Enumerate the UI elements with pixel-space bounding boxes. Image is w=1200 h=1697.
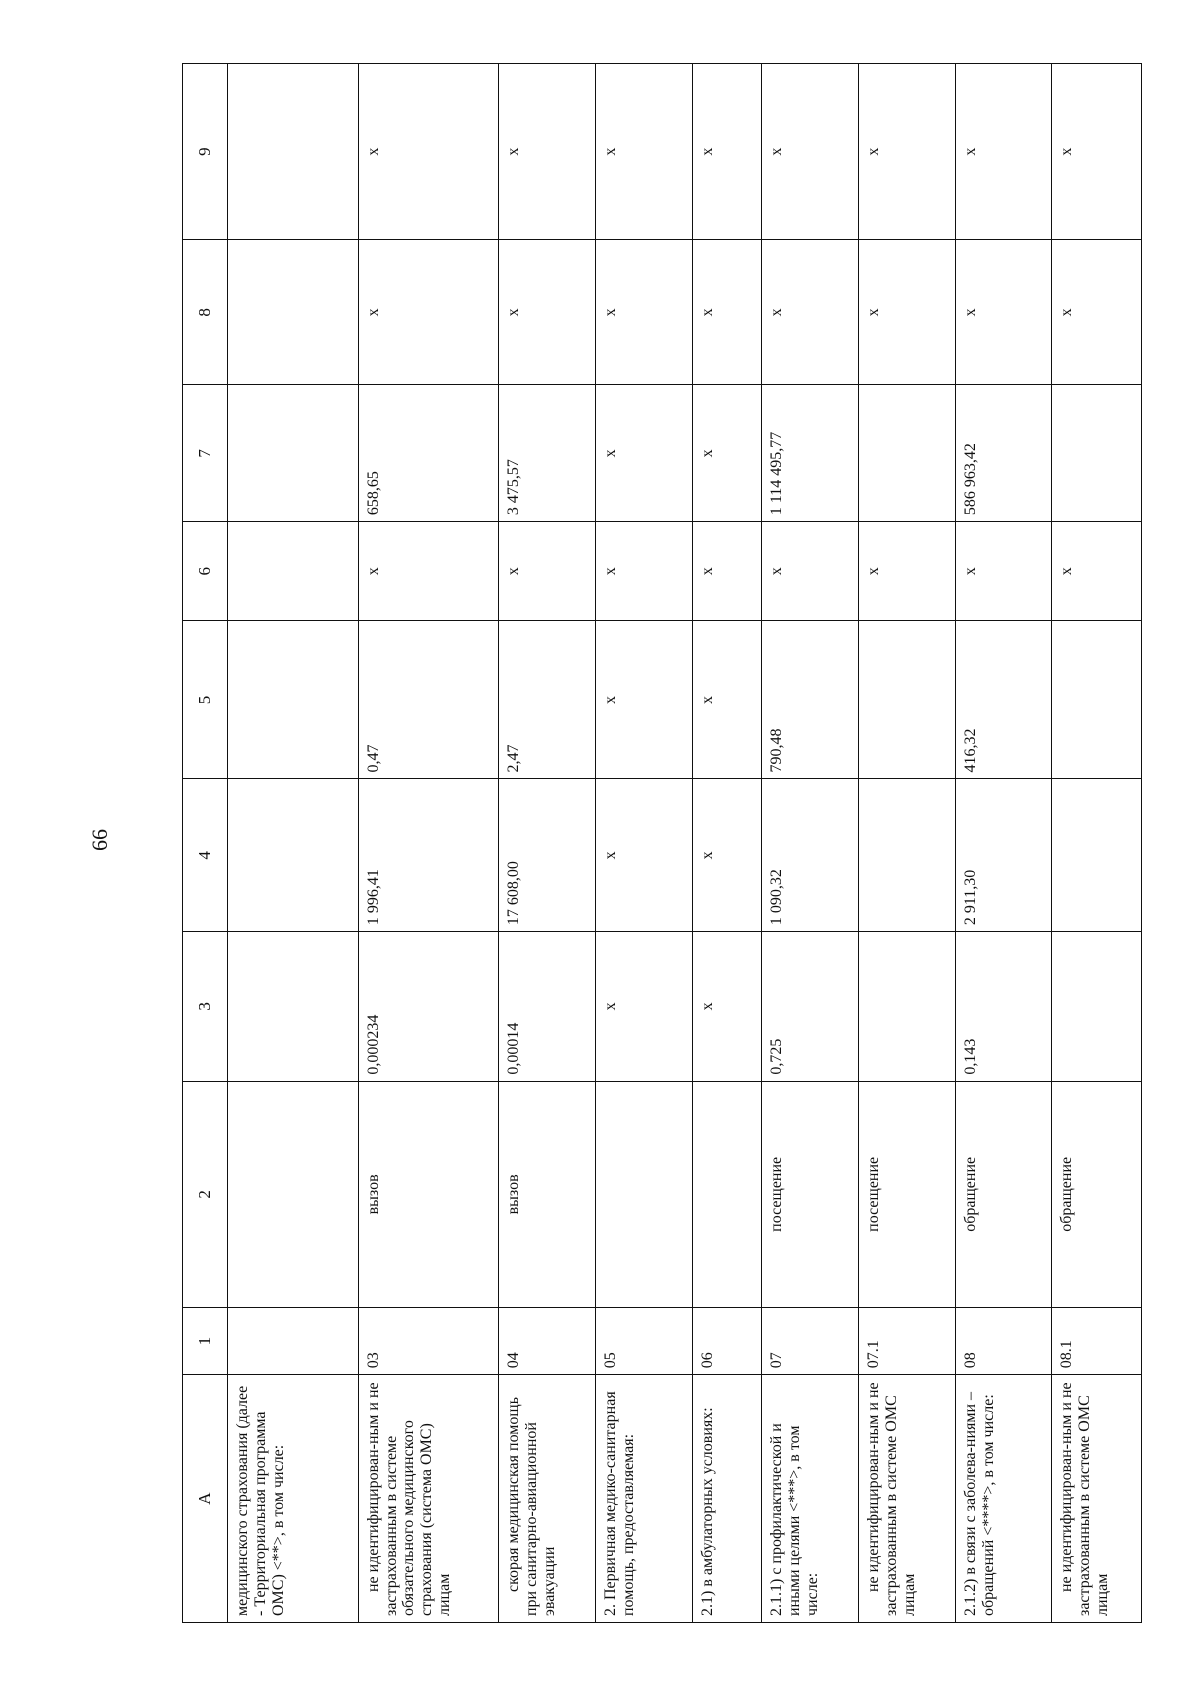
cell-col-3: 0,000234 <box>358 932 498 1081</box>
row-code: 07 <box>761 1308 858 1375</box>
row-code: 08 <box>955 1308 1052 1375</box>
table-row <box>761 64 858 1623</box>
cell-col-4: 17 608,00 <box>499 779 596 932</box>
table-container <box>182 63 1142 1623</box>
row-code: 05 <box>595 1308 692 1375</box>
cell-col-9 <box>227 64 358 240</box>
cell-col-6: х <box>1052 522 1142 621</box>
row-unit: обращение <box>955 1081 1052 1307</box>
cell-col-4: 2 911,30 <box>955 779 1052 932</box>
header-cell-a: A <box>183 1375 228 1623</box>
cell-col-7 <box>858 385 955 522</box>
cell-col-4: х <box>692 779 761 932</box>
row-label: 2.1.2) в связи с заболева-ниями – обращений <****>, в том числе: <box>955 1375 1052 1623</box>
table-row <box>227 64 358 1623</box>
header-cell-5: 5 <box>183 621 228 779</box>
row-unit: посещение <box>858 1081 955 1307</box>
row-code: 06 <box>692 1308 761 1375</box>
cell-col-5: х <box>692 621 761 779</box>
header-cell-4: 4 <box>183 779 228 932</box>
table-row <box>955 64 1052 1623</box>
cell-col-6: х <box>595 522 692 621</box>
header-cell-8: 8 <box>183 240 228 385</box>
cell-col-4: х <box>595 779 692 932</box>
cell-col-8: х <box>595 240 692 385</box>
table-header-row <box>183 64 228 1623</box>
cell-col-7 <box>1052 385 1142 522</box>
page-number: 66 <box>87 829 112 851</box>
row-code: 07.1 <box>858 1308 955 1375</box>
header-cell-3: 3 <box>183 932 228 1081</box>
row-unit: вызов <box>358 1081 498 1307</box>
cell-col-5: 790,48 <box>761 621 858 779</box>
header-cell-2: 2 <box>183 1081 228 1307</box>
row-label: медицинского страхования (далее - Территориальная программа ОМС) <**>, в том числе: <box>227 1375 358 1623</box>
cell-col-4 <box>227 779 358 932</box>
row-label: скорая медицинская помощь при санитарно-авиационной эвакуации <box>499 1375 596 1623</box>
row-label: 2.1) в амбулаторных условиях: <box>692 1375 761 1623</box>
table-row <box>1052 64 1142 1623</box>
row-code: 03 <box>358 1308 498 1375</box>
cell-col-3: 0,725 <box>761 932 858 1081</box>
cell-col-3: х <box>692 932 761 1081</box>
row-label: не идентифицирован-ным и не застрахованным в системе обязательного медицинского страхования (система ОМС) лицам <box>358 1375 498 1623</box>
cell-col-3 <box>858 932 955 1081</box>
table-row <box>692 64 761 1623</box>
cell-col-7: х <box>595 385 692 522</box>
header-cell-6: 6 <box>183 522 228 621</box>
cell-col-8: х <box>499 240 596 385</box>
cell-col-3 <box>1052 932 1142 1081</box>
row-code <box>227 1308 358 1375</box>
header-cell-9: 9 <box>183 64 228 240</box>
cell-col-6: х <box>955 522 1052 621</box>
cell-col-6: х <box>761 522 858 621</box>
row-label: не идентифицирован-ным и не застрахованным в системе ОМС лицам <box>858 1375 955 1623</box>
cell-col-9: х <box>358 64 498 240</box>
cell-col-8: х <box>858 240 955 385</box>
cell-col-8: х <box>1052 240 1142 385</box>
row-unit: посещение <box>761 1081 858 1307</box>
row-label: не идентифицирован-ным и не застрахованным в системе ОМС лицам <box>1052 1375 1142 1623</box>
cell-col-4: 1 090,32 <box>761 779 858 932</box>
cell-col-7: 3 475,57 <box>499 385 596 522</box>
table-row <box>595 64 692 1623</box>
cell-col-5 <box>227 621 358 779</box>
header-cell-1: 1 <box>183 1308 228 1375</box>
cell-col-5: 2,47 <box>499 621 596 779</box>
cell-col-8: х <box>358 240 498 385</box>
cell-col-6: х <box>692 522 761 621</box>
row-unit <box>692 1081 761 1307</box>
cell-col-5: 0,47 <box>358 621 498 779</box>
cell-col-8: х <box>955 240 1052 385</box>
cell-col-4 <box>858 779 955 932</box>
cell-col-9: х <box>1052 64 1142 240</box>
cell-col-6: х <box>499 522 596 621</box>
row-unit: вызов <box>499 1081 596 1307</box>
table-row <box>358 64 498 1623</box>
row-unit: обращение <box>1052 1081 1142 1307</box>
data-table <box>182 63 1142 1623</box>
cell-col-8: х <box>692 240 761 385</box>
row-label: 2.1.1) с профилактической и иными целями <***>, в том числе: <box>761 1375 858 1623</box>
cell-col-6: х <box>358 522 498 621</box>
cell-col-7: 658,65 <box>358 385 498 522</box>
header-cell-7: 7 <box>183 385 228 522</box>
cell-col-6 <box>227 522 358 621</box>
cell-col-8 <box>227 240 358 385</box>
cell-col-9: х <box>595 64 692 240</box>
cell-col-5 <box>858 621 955 779</box>
cell-col-5: х <box>595 621 692 779</box>
cell-col-7 <box>227 385 358 522</box>
rotated-table-block <box>182 63 1142 1623</box>
cell-col-7: 1 114 495,77 <box>761 385 858 522</box>
cell-col-5: 416,32 <box>955 621 1052 779</box>
row-label: 2. Первичная медико-санитарная помощь, предоставляемая: <box>595 1375 692 1623</box>
cell-col-4: 1 996,41 <box>358 779 498 932</box>
cell-col-3: 0,143 <box>955 932 1052 1081</box>
cell-col-4 <box>1052 779 1142 932</box>
row-code: 08.1 <box>1052 1308 1142 1375</box>
cell-col-3 <box>227 932 358 1081</box>
cell-col-3: х <box>595 932 692 1081</box>
table-row <box>858 64 955 1623</box>
cell-col-9: х <box>692 64 761 240</box>
cell-col-6: х <box>858 522 955 621</box>
cell-col-8: х <box>761 240 858 385</box>
table-row <box>499 64 596 1623</box>
row-unit <box>595 1081 692 1307</box>
cell-col-3: 0,00014 <box>499 932 596 1081</box>
cell-col-9: х <box>858 64 955 240</box>
row-unit <box>227 1081 358 1307</box>
cell-col-9: х <box>761 64 858 240</box>
cell-col-5 <box>1052 621 1142 779</box>
cell-col-9: х <box>499 64 596 240</box>
cell-col-7: 586 963,42 <box>955 385 1052 522</box>
cell-col-9: х <box>955 64 1052 240</box>
cell-col-7: х <box>692 385 761 522</box>
row-code: 04 <box>499 1308 596 1375</box>
